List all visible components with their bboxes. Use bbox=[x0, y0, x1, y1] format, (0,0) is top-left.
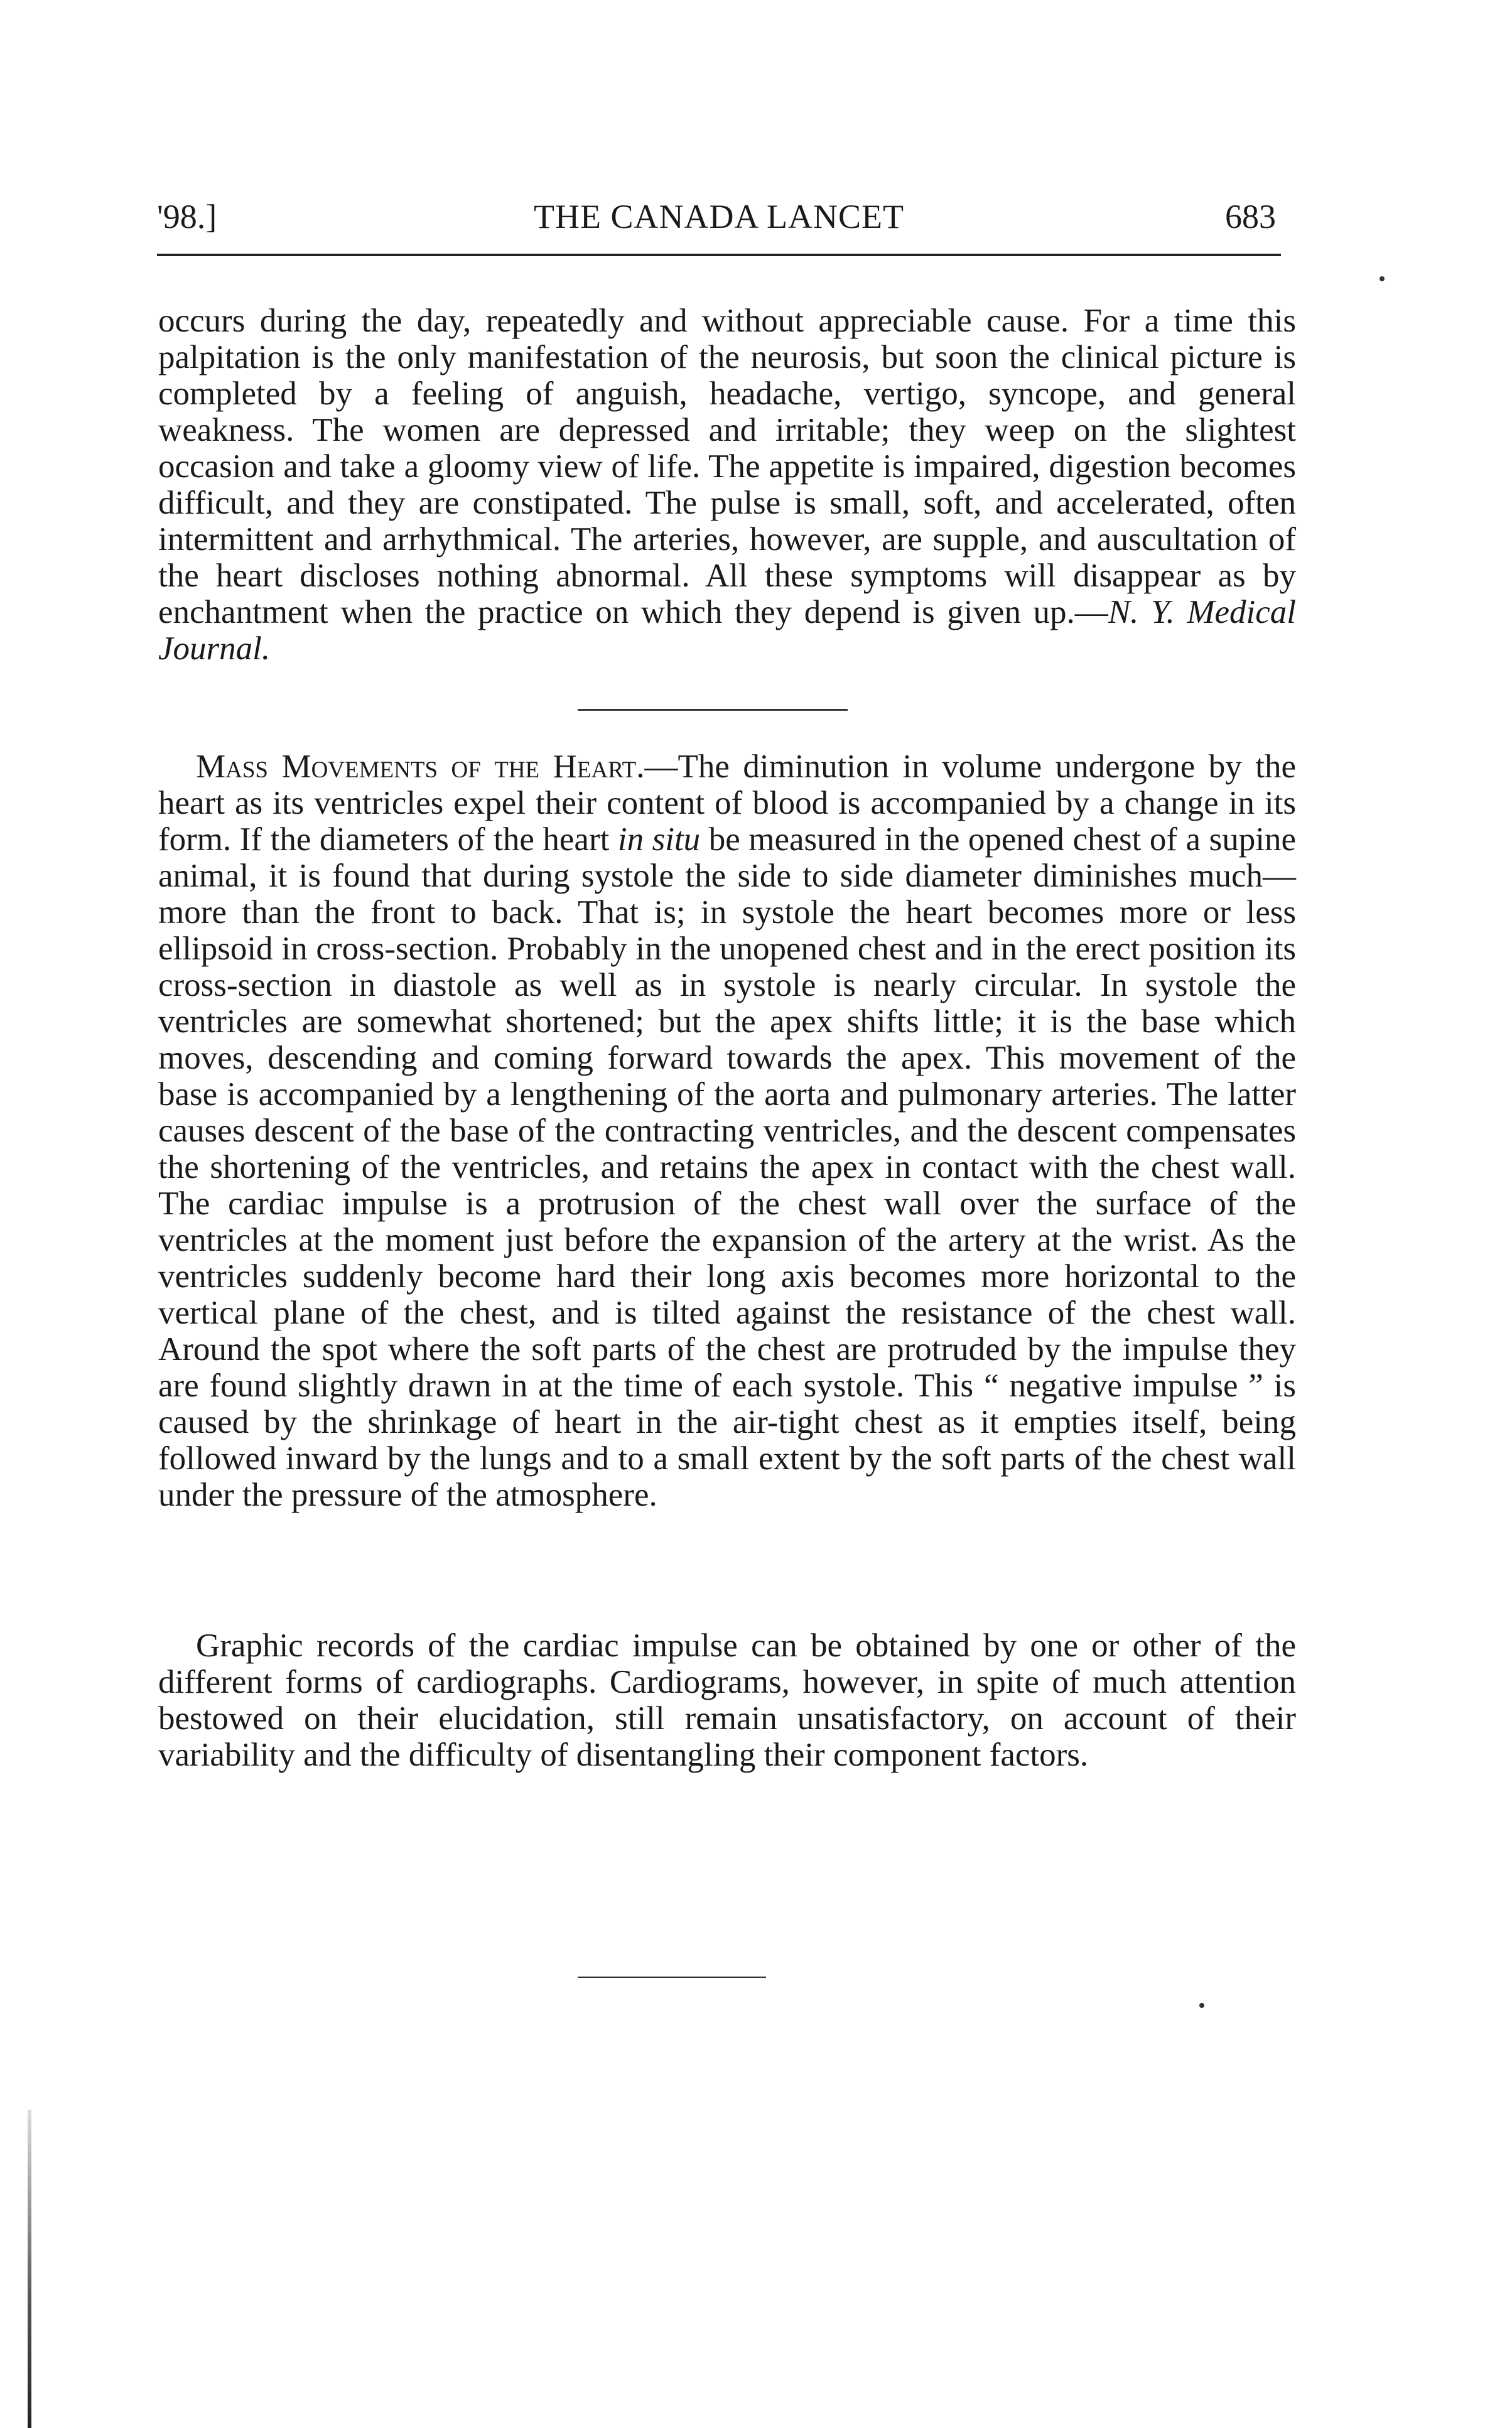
cardiograph-paragraph: Graphic records of the cardiac impulse can be obtained by one or other of the different forms of cardiographs. Cardiograms, however, in spite of much attention bestowed on their elucidation, still remain unsatisfactory, on account of their variability and the difficulty of disentangling their component factors. bbox=[158, 1627, 1296, 1773]
article-heading: Mass Movements of the Heart. bbox=[196, 748, 645, 785]
paragraph-text: occurs during the day, repeatedly and without appreciable cause. For a time this palpitation is the only manifestation of the neurosis, but soon the clinical picture is completed by a feeling of anguish, headache, vertigo, syncope, and general weakness. The women are depressed and irritable; they weep on the slightest occasion and take a gloomy view of life. The appetite is impaired, digestion becomes difficult, and they are constipated. The pulse is small, soft, and accelerated, often intermittent and arrhythmical. The arteries, however, are supple, and auscultation of the heart discloses nothing abnormal. All these symptoms will disappear as by enchantment when the practice on which they depend is given up.— bbox=[158, 303, 1296, 630]
continued-paragraph bbox=[158, 303, 1296, 667]
article-paragraph bbox=[158, 748, 1296, 1513]
journal-title: THE CANADA LANCET bbox=[534, 198, 904, 235]
header-rule bbox=[157, 254, 1281, 256]
cardiograph-paragraph-block bbox=[158, 1627, 1296, 1773]
article-text-part-1: —The diminution in volume undergone by the heart as its ventricles expel their content of blood is accompanied by a change in its form. If the diameters of the heart bbox=[158, 748, 1296, 858]
running-head bbox=[157, 192, 1281, 242]
header-year: '98.] bbox=[157, 198, 217, 235]
print-speck bbox=[1380, 276, 1385, 281]
page-number: 683 bbox=[1225, 198, 1276, 235]
italic-phrase: in situ bbox=[617, 821, 701, 858]
end-separator bbox=[578, 1977, 766, 1978]
continued-article bbox=[158, 303, 1296, 667]
article-text-part-2: be measured in the opened chest of a supine animal, it is found that during systole the side to side diameter diminishes much—more than the front to back. That is; in systole the heart becomes more or less ellipsoid in cross-section. Probably in the unopened chest and in the erect position its cross-section in diastole as well as in systole is nearly circular. In systole the ventricles are somewhat shortened; but the apex shifts little; it is the base which moves, descending and coming forward towards the apex. This movement of the base is accompanied by a lengthening of the aorta and pulmonary arteries. The latter causes descent of the base of the contracting ventricles, and the descent compensates the shortening of the ventricles, and retains the apex in contact with the chest wall. The cardiac impulse is a protrusion of the chest wall over the surface of the ventricles at the moment just before the expansion of the artery at the wrist. As the ventricles suddenly become hard their long axis becomes more horizontal to the vertical plane of the chest, and is tilted against the resistance of the chest wall. Around the spot where the soft parts of the chest are protruded by the impulse they are found slightly drawn in at the time of each systole. This “ negative impulse ” is caused by the shrinkage of heart in the air-tight chest as it empties itself, being followed inward by the lungs and to a small extent by the soft parts of the chest wall under the pressure of the atmosphere. bbox=[158, 821, 1296, 1513]
print-speck bbox=[1199, 2003, 1204, 2008]
section-separator bbox=[578, 709, 848, 711]
source-citation: N. Y. Medical Journal. bbox=[158, 594, 1297, 667]
mass-movements-article bbox=[158, 748, 1296, 1513]
binding-edge bbox=[28, 2110, 31, 2428]
